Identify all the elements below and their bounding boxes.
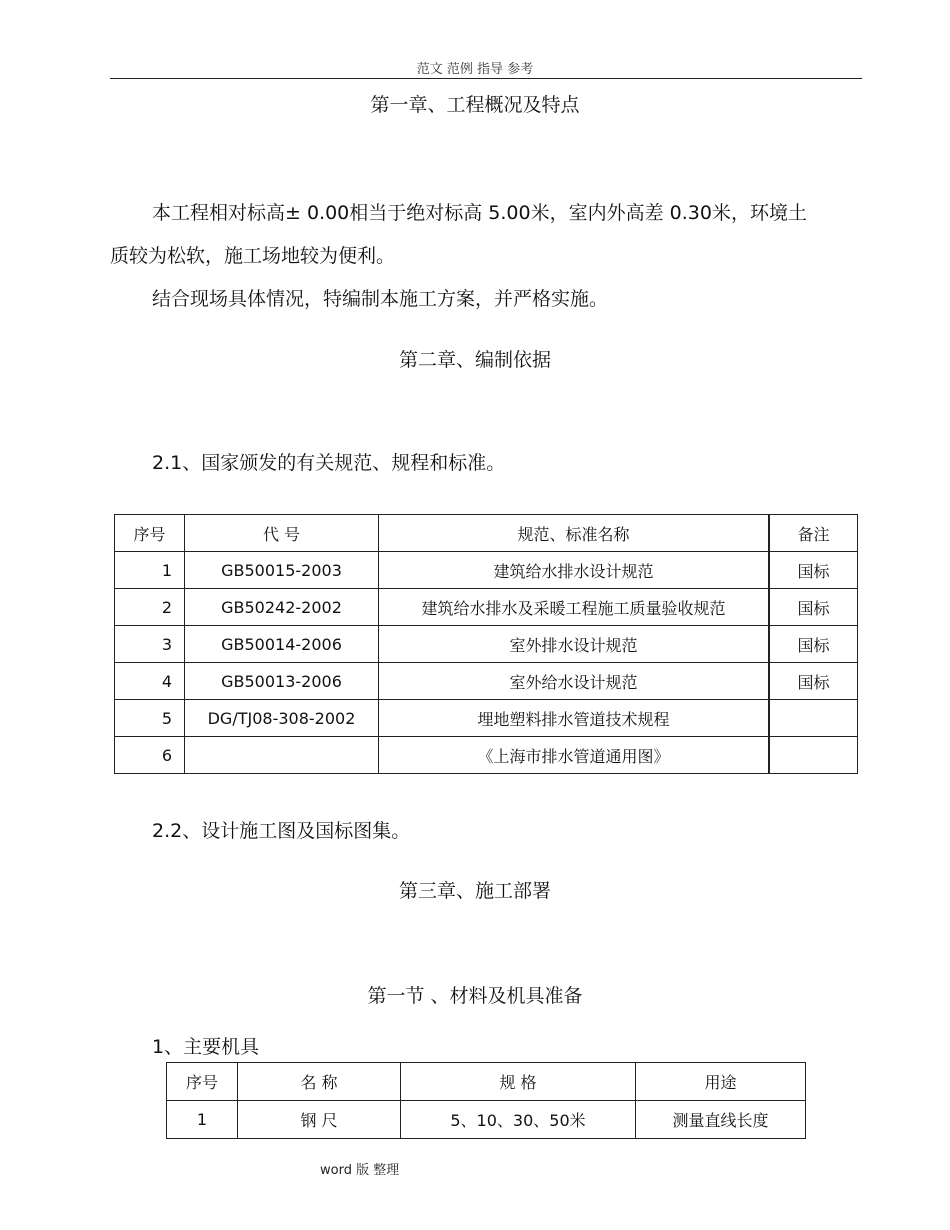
table-cell: 建筑给水排水及采暖工程施工质量验收规范 [379,589,770,626]
table-cell: 国标 [769,626,858,663]
chapter1-para2: 结合现场具体情况，特编制本施工方案，并严格实施。 [152,288,609,310]
chapter2-title: 第二章、编制依据 [398,349,551,371]
table-cell: 测量直线长度 [636,1101,806,1139]
table-cell: 埋地塑料排水管道技术规程 [379,700,770,737]
table-cell: 建筑给水排水设计规范 [379,552,770,589]
page-footer: word 版 整理 [320,1163,400,1178]
col-header: 序号 [115,515,185,552]
table-cell [769,737,858,774]
chapter3-section1-title: 第一节 、材料及机具准备 [367,985,583,1007]
table-cell: 室外给水设计规范 [379,663,770,700]
table-cell: 国标 [769,552,858,589]
table-cell: 4 [115,663,185,700]
col-header: 代 号 [185,515,379,552]
table-row [167,1101,806,1139]
table-row [115,700,858,737]
table-cell: 2 [115,589,185,626]
table-cell: GB50242-2002 [185,589,379,626]
table-cell [769,700,858,737]
table-cell: 国标 [769,663,858,700]
table-cell [185,737,379,774]
table-cell: GB50014-2006 [185,626,379,663]
table-cell: 3 [115,626,185,663]
table-header-row [167,1063,806,1101]
table-cell: 国标 [769,589,858,626]
table-cell: 1 [167,1101,238,1139]
table-row [115,663,858,700]
table-row [115,737,858,774]
col-header: 名 称 [238,1063,401,1101]
table-cell: DG/TJ08-308-2002 [185,700,379,737]
table-cell: 钢 尺 [238,1101,401,1139]
chapter1-title: 第一章、工程概况及特点 [370,94,580,116]
table-cell: 5、10、30、50米 [401,1101,636,1139]
chapter1-para1-line1: 本工程相对标高± 0.00相当于绝对标高 5.00米，室内外高差 0.30米，环境土 [152,202,807,224]
table-cell: GB50013-2006 [185,663,379,700]
tools-heading: 1、主要机具 [152,1036,260,1058]
section-2-1: 2.1、国家颁发的有关规范、规程和标准。 [152,452,506,474]
col-header: 规范、标准名称 [379,515,770,552]
col-header: 规 格 [401,1063,636,1101]
table-cell: 5 [115,700,185,737]
chapter1-para1-line2: 质较为松软，施工场地较为便利。 [110,245,396,267]
table-cell: 6 [115,737,185,774]
tools-table [166,1062,806,1139]
table-cell: 室外排水设计规范 [379,626,770,663]
table-row [115,589,858,626]
col-header: 备注 [769,515,858,552]
table-cell: 《上海市排水管道通用图》 [379,737,770,774]
col-header: 序号 [167,1063,238,1101]
col-header: 用途 [636,1063,806,1101]
standards-table [114,514,858,774]
section-2-2: 2.2、设计施工图及国标图集。 [152,820,411,842]
header-rule [110,78,862,79]
chapter3-title: 第三章、施工部署 [398,880,551,902]
table-cell: 1 [115,552,185,589]
page-header: 范文 范例 指导 参考 [416,62,534,77]
table-row [115,626,858,663]
table-row [115,552,858,589]
table-header-row [115,515,858,552]
table-cell: GB50015-2003 [185,552,379,589]
